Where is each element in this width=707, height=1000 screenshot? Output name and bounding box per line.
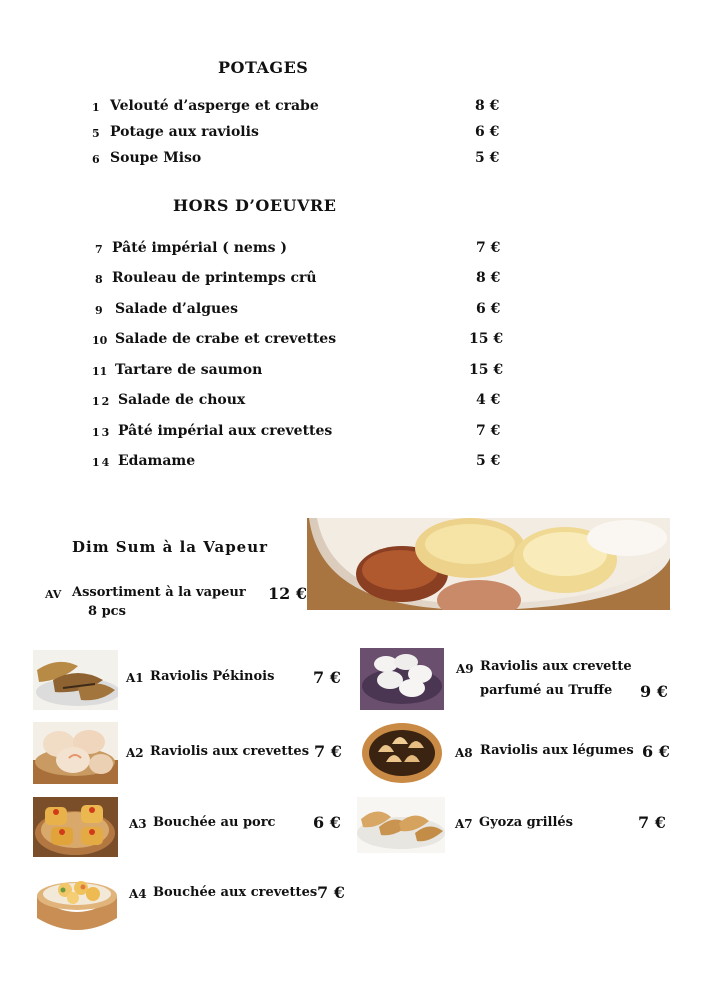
item-name: Velouté d’asperge et crabe [110, 98, 319, 114]
item-number: 5 [92, 127, 100, 140]
dim-sum-name-line2: parfumé au Truffe [480, 683, 613, 698]
item-name: Soupe Miso [110, 150, 202, 166]
item-price: 7 € [476, 423, 501, 439]
pork-bouchee-photo [33, 797, 118, 857]
dim-sum-price: 7 € [314, 742, 342, 761]
item-name: Salade de choux [118, 392, 246, 408]
item-number: 12 [92, 395, 112, 408]
item-price: 6 € [475, 124, 500, 140]
item-price: 4 € [476, 392, 501, 408]
item-name: Potage aux raviolis [110, 124, 259, 140]
assortment-pieces: 8 pcs [88, 604, 126, 619]
dim-sum-name: Raviolis aux légumes [480, 743, 634, 758]
dim-sum-name: Raviolis aux crevette [480, 659, 632, 674]
steamer-basket-photo [307, 518, 670, 610]
item-name: Pâté impérial aux crevettes [118, 423, 333, 439]
dim-sum-code: A7 [455, 817, 473, 831]
item-name: Rouleau de printemps crû [112, 270, 317, 286]
item-number: 1 [92, 101, 100, 114]
item-number: 10 [92, 334, 108, 347]
dim-sum-name: Raviolis aux crevettes [150, 744, 310, 759]
dim-sum-code: A1 [126, 671, 144, 685]
item-name: Salade d’algues [115, 301, 238, 317]
dim-sum-code: A2 [126, 746, 144, 760]
dim-sum-price: 6 € [313, 813, 341, 832]
item-number: 6 [92, 153, 100, 166]
item-number: 7 [95, 243, 103, 256]
item-price: 7 € [476, 240, 501, 256]
item-name: Edamame [118, 453, 196, 469]
assortment-price: 12 € [268, 584, 307, 603]
item-price: 8 € [476, 270, 501, 286]
item-name: Pâté impérial ( nems ) [112, 240, 288, 256]
shrimp-bouchee-photo [33, 866, 121, 934]
assortment-code: AV [45, 588, 62, 601]
dim-sum-code: A8 [455, 746, 473, 760]
dim-sum-name: Bouchée aux crevettes [153, 885, 318, 900]
item-number: 14 [92, 456, 112, 469]
item-price: 5 € [476, 453, 501, 469]
item-price: 15 € [469, 362, 504, 378]
potages-heading: POTAGES [218, 58, 309, 77]
item-number: 9 [95, 304, 103, 317]
pekinois-ravioli-photo [33, 650, 118, 710]
dim-sum-name: Raviolis Pékinois [150, 669, 275, 684]
dim-sum-price: 6 € [642, 742, 670, 761]
dim-sum-price: 7 € [313, 668, 341, 687]
dim-sum-name: Gyoza grillés [479, 815, 574, 830]
hors-doeuvre-heading: HORS D’OEUVRE [173, 196, 337, 215]
dim-sum-title: Dim Sum à la Vapeur [72, 538, 269, 556]
assortment-name: Assortiment à la vapeur [72, 585, 246, 600]
truffle-ravioli-photo [360, 648, 444, 710]
dim-sum-price: 9 € [640, 682, 668, 701]
dim-sum-price: 7 € [638, 813, 666, 832]
item-name: Salade de crabe et crevettes [115, 331, 337, 347]
item-price: 5 € [475, 150, 500, 166]
dim-sum-code: A4 [129, 887, 147, 901]
vegetable-ravioli-photo [360, 722, 444, 784]
gyoza-photo [357, 797, 445, 853]
dim-sum-name: Bouchée au porc [153, 815, 276, 830]
shrimp-ravioli-photo [33, 722, 118, 784]
item-number: 11 [92, 365, 108, 378]
item-price: 15 € [469, 331, 504, 347]
item-number: 8 [95, 273, 103, 286]
dim-sum-code: A3 [129, 817, 147, 831]
item-price: 8 € [475, 98, 500, 114]
dim-sum-code: A9 [456, 662, 474, 676]
dim-sum-price: 7 € [317, 883, 345, 902]
item-price: 6 € [476, 301, 501, 317]
item-number: 13 [92, 426, 112, 439]
item-name: Tartare de saumon [115, 362, 263, 378]
